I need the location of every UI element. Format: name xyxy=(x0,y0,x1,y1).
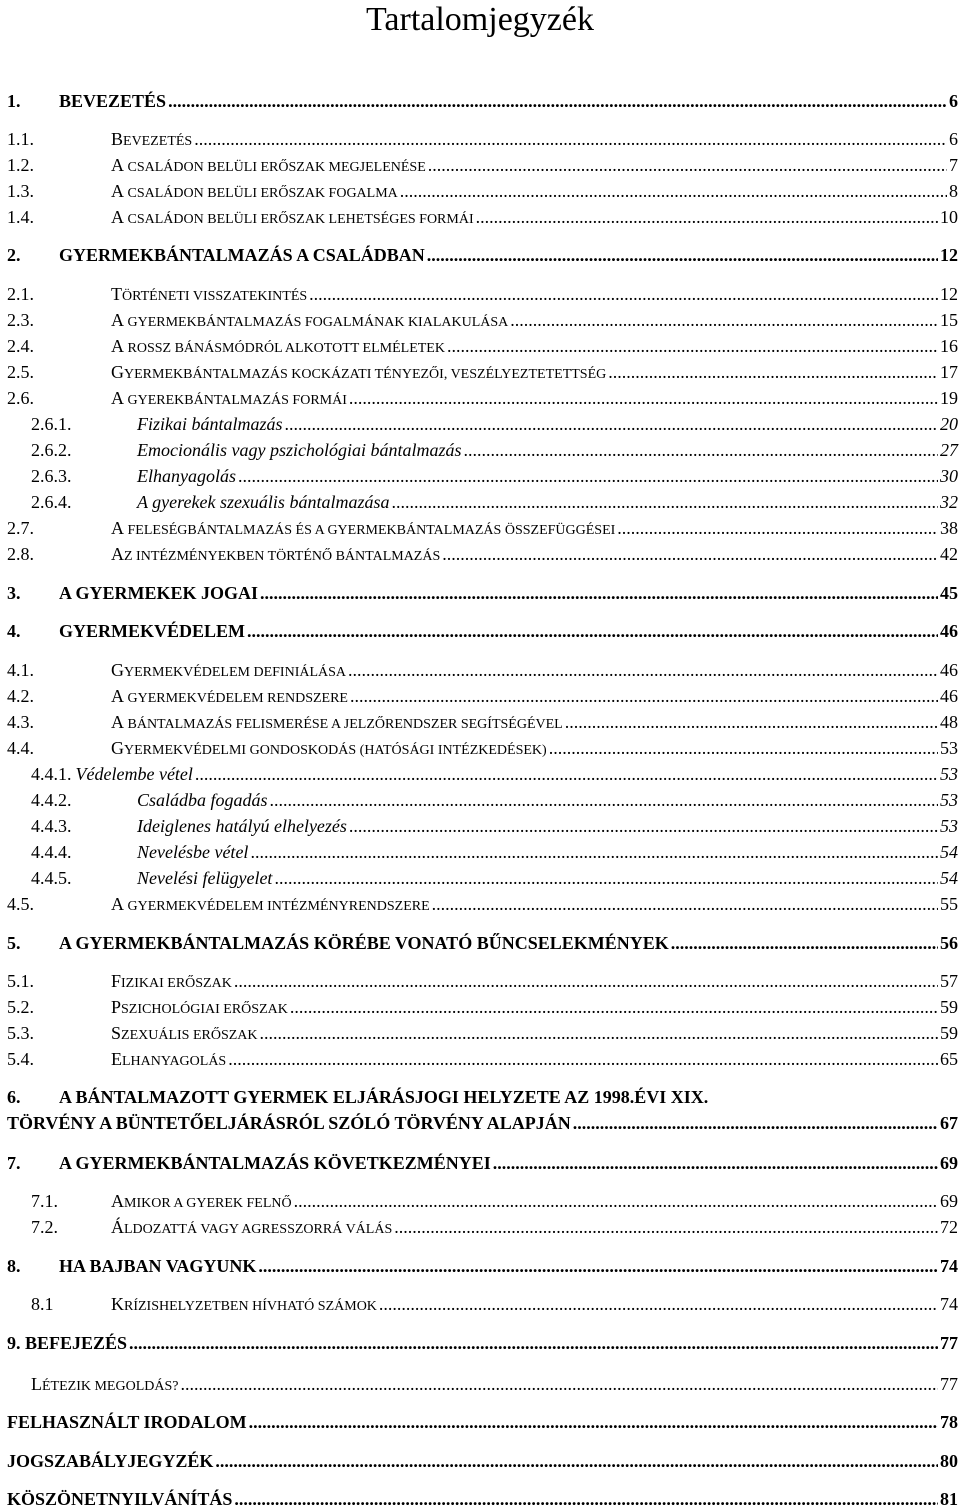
toc-title: GYERMEKVÉDELEM DEFINIÁLÁSA xyxy=(111,660,347,680)
toc-page: 53 xyxy=(940,738,958,758)
toc-title: BEVEZETÉS xyxy=(59,91,167,111)
toc-entry-jogszabaly[interactable] xyxy=(0,1449,958,1473)
toc-number: 5.4. xyxy=(7,1049,34,1069)
toc-page: 15 xyxy=(940,310,958,330)
toc-title: A GYERMEKEK JOGAI xyxy=(59,583,259,603)
toc-title: A ROSSZ BÁNÁSMÓDRÓL ALKOTOTT ELMÉLETEK xyxy=(111,336,445,356)
toc-page: 46 xyxy=(940,621,958,641)
toc-entry-4-4-5[interactable] xyxy=(0,866,958,890)
dot-leader xyxy=(234,1487,938,1511)
toc-title: ÁLDOZATTÁ VAGY AGRESSZORRÁ VÁLÁS xyxy=(111,1217,393,1237)
toc-number: 5.1. xyxy=(7,971,34,991)
toc-title: 9. BEFEJEZÉS xyxy=(7,1333,128,1353)
toc-page: 7 xyxy=(949,155,958,175)
toc-title: A GYEREKBÁNTALMAZÁS FORMÁI xyxy=(111,388,347,408)
toc-entry-5-1[interactable] xyxy=(0,969,958,993)
dot-leader xyxy=(290,995,938,1019)
toc-title: A GYERMEKBÁNTALMAZÁS FOGALMÁNAK KIALAKULÁSA xyxy=(111,310,509,330)
toc-title: Családba fogadás xyxy=(137,790,268,810)
toc-number: 1.4. xyxy=(7,207,34,227)
toc-title: KRÍZISHELYZETBEN HÍVHATÓ SZÁMOK xyxy=(111,1294,377,1314)
toc-entry-5-2[interactable] xyxy=(0,995,958,1019)
toc-entry-2-1[interactable] xyxy=(0,282,958,306)
toc-number: 1.1. xyxy=(7,129,34,149)
toc-page: 20 xyxy=(940,414,958,434)
toc-title: A FELESÉGBÁNTALMAZÁS ÉS A GYERMEKBÁNTALMAZÁS ÖSSZEFÜGGÉSEI xyxy=(111,518,616,538)
toc-page: 57 xyxy=(940,971,958,991)
toc-entry-koszonet[interactable] xyxy=(0,1487,958,1511)
toc-entry-1-4[interactable] xyxy=(0,205,958,229)
toc-page: 53 xyxy=(940,816,958,836)
toc-number: 2.4. xyxy=(7,336,34,356)
toc-entry-4-4-1[interactable] xyxy=(0,762,958,786)
toc-page: 77 xyxy=(940,1374,958,1394)
toc-entry-2-8[interactable] xyxy=(0,542,958,566)
dot-leader xyxy=(608,360,938,384)
toc-title: AZ INTÉZMÉNYEKBEN TÖRTÉNŐ BÁNTALMAZÁS xyxy=(111,544,441,564)
toc-entry-5-4[interactable] xyxy=(0,1047,958,1071)
toc-entry-2-5[interactable] xyxy=(0,360,958,384)
dot-leader xyxy=(400,179,947,203)
toc-title: A GYERMEKVÉDELEM RENDSZERE xyxy=(111,686,348,706)
toc-entry-4-3[interactable] xyxy=(0,710,958,734)
toc-page: 46 xyxy=(940,660,958,680)
toc-page: 77 xyxy=(940,1333,958,1353)
toc-entry-3[interactable] xyxy=(0,581,958,605)
toc-title-line1: A BÁNTALMAZOTT GYERMEK ELJÁRÁSJOGI HELYZETE AZ 1998.ÉVI XIX. xyxy=(59,1087,709,1107)
toc-page: 19 xyxy=(940,388,958,408)
toc-title: A CSALÁDON BELÜLI ERŐSZAK MEGJELENÉSE xyxy=(111,155,426,175)
dot-leader xyxy=(195,762,938,786)
toc-entry-1[interactable] xyxy=(0,89,958,113)
toc-title: A GYERMEKVÉDELEM INTÉZMÉNYRENDSZERE xyxy=(111,894,430,914)
toc-entry-4-1[interactable] xyxy=(0,658,958,682)
toc-number: 5.3. xyxy=(7,1023,34,1043)
toc-title: Nevelési felügyelet xyxy=(137,868,273,888)
toc-page: 72 xyxy=(940,1217,958,1237)
page-title: Tartalomjegyzék xyxy=(366,1,594,38)
toc-entry-2[interactable] xyxy=(0,243,958,267)
toc-title: A CSALÁDON BELÜLI ERŐSZAK FOGALMA xyxy=(111,181,398,201)
toc-page: 69 xyxy=(940,1153,958,1173)
dot-leader xyxy=(274,866,938,890)
toc-page: 56 xyxy=(940,933,958,953)
toc-title: GYERMEKVÉDELMI GONDOSKODÁS (HATÓSÁGI INTÉZKEDÉSEK) xyxy=(111,738,547,758)
toc-page: 53 xyxy=(940,764,958,784)
toc-entry-1-2[interactable] xyxy=(0,153,958,177)
toc-title: BEVEZETÉS xyxy=(111,129,193,149)
toc-entry-7-1[interactable] xyxy=(0,1189,958,1213)
dot-leader xyxy=(432,892,938,916)
toc-entry-8-1[interactable] xyxy=(0,1292,958,1316)
dot-leader xyxy=(493,1151,938,1175)
toc-title: A GYERMEKBÁNTALMAZÁS KÖVETKEZMÉNYEI xyxy=(59,1153,491,1173)
toc-number: 2.8. xyxy=(7,544,34,564)
toc-title: Nevelésbe vétel xyxy=(137,842,249,862)
toc-page: 48 xyxy=(940,712,958,732)
dot-leader xyxy=(129,1331,938,1355)
toc-entry-4-4-2[interactable] xyxy=(0,788,958,812)
dot-leader xyxy=(510,308,938,332)
toc-entry-2-6-1[interactable] xyxy=(0,412,958,436)
toc-page: 6 xyxy=(949,129,958,149)
toc-number: 2.6. xyxy=(7,388,34,408)
toc-page: 45 xyxy=(940,583,958,603)
toc-entry-1-3[interactable] xyxy=(0,179,958,203)
toc-title: KÖSZÖNETNYILVÁNÍTÁS xyxy=(7,1489,233,1509)
dot-leader xyxy=(250,840,938,864)
toc-entry-2-6-3[interactable] xyxy=(0,464,958,488)
dot-leader xyxy=(549,736,938,760)
toc-page: 54 xyxy=(940,868,958,888)
toc-number: 2.6.3. xyxy=(31,466,72,486)
toc-page: 67 xyxy=(940,1113,958,1133)
toc-number: 1.2. xyxy=(7,155,34,175)
dot-leader xyxy=(617,516,938,540)
toc-number: 7.1. xyxy=(31,1191,58,1211)
toc-title: Védelembe vétel xyxy=(75,764,193,784)
toc-page: 42 xyxy=(940,544,958,564)
toc-page: 53 xyxy=(940,790,958,810)
toc-entry-4-2[interactable] xyxy=(0,684,958,708)
toc-page: 80 xyxy=(940,1451,958,1471)
toc-entry-2-4[interactable] xyxy=(0,334,958,358)
toc-entry-6-line2[interactable] xyxy=(0,1111,958,1135)
toc-number: 4. xyxy=(7,621,21,641)
toc-title-line2: TÖRVÉNY A BÜNTETŐELJÁRÁSRÓL SZÓLÓ TÖRVÉNY ALAPJÁN xyxy=(7,1113,571,1133)
toc-entry-irodalom[interactable] xyxy=(0,1410,958,1434)
toc-title: Elhanyagolás xyxy=(137,466,236,486)
toc-entry-7[interactable] xyxy=(0,1151,958,1175)
toc-number: 5.2. xyxy=(7,997,34,1017)
dot-leader xyxy=(294,1189,938,1213)
dot-leader xyxy=(350,684,938,708)
toc-number: 8. xyxy=(7,1256,21,1276)
toc-number: 1.3. xyxy=(7,181,34,201)
toc-title: A GYERMEKBÁNTALMAZÁS KÖRÉBE VONATÓ BŰNCSELEKMÉNYEK xyxy=(59,933,669,953)
toc-entry-2-6[interactable] xyxy=(0,386,958,410)
dot-leader xyxy=(428,153,947,177)
toc-page: 12 xyxy=(940,284,958,304)
toc-entry-2-6-2[interactable] xyxy=(0,438,958,462)
toc-number: 4.4.1. xyxy=(31,764,72,784)
toc-number: 4.5. xyxy=(7,894,34,914)
dot-leader xyxy=(671,931,938,955)
toc-entry-4-4[interactable] xyxy=(0,736,958,760)
toc-page: 6 xyxy=(949,91,958,111)
toc-title: SZEXUÁLIS ERŐSZAK xyxy=(111,1023,258,1043)
dot-leader xyxy=(247,619,938,643)
toc-page: 69 xyxy=(940,1191,958,1211)
toc-number: 7. xyxy=(7,1153,21,1173)
toc-page: 46 xyxy=(940,686,958,706)
toc-page: 10 xyxy=(940,207,958,227)
toc-number: 4.4.3. xyxy=(31,816,72,836)
toc-title: LÉTEZIK MEGOLDÁS? xyxy=(31,1374,179,1394)
toc-title: JOGSZABÁLYJEGYZÉK xyxy=(7,1451,214,1471)
toc-page: 30 xyxy=(940,466,958,486)
dot-leader xyxy=(565,710,938,734)
toc-entry-2-3[interactable] xyxy=(0,308,958,332)
toc-entry-4-4-4[interactable] xyxy=(0,840,958,864)
toc-title: ELHANYAGOLÁS xyxy=(111,1049,227,1069)
toc-entry-9-1[interactable] xyxy=(0,1372,958,1396)
dot-leader xyxy=(394,1215,938,1239)
toc-title: A BÁNTALMAZÁS FELISMERÉSE A JELZŐRENDSZER SEGÍTSÉGÉVEL xyxy=(111,712,563,732)
dot-leader xyxy=(260,1021,938,1045)
dot-leader xyxy=(260,581,938,605)
dot-leader xyxy=(285,412,938,436)
dot-leader xyxy=(270,788,938,812)
dot-leader xyxy=(447,334,938,358)
toc-page: 38 xyxy=(940,518,958,538)
toc-page: 74 xyxy=(940,1294,958,1314)
dot-leader xyxy=(427,243,938,267)
toc-title: HA BAJBAN VAGYUNK xyxy=(59,1256,257,1276)
toc-page: 78 xyxy=(940,1412,958,1432)
dot-leader xyxy=(348,658,938,682)
toc-title: FIZIKAI ERŐSZAK xyxy=(111,971,232,991)
toc-number: 2. xyxy=(7,245,21,265)
dot-leader xyxy=(228,1047,938,1071)
toc-number: 2.6.1. xyxy=(31,414,72,434)
toc-title: GYERMEKVÉDELEM xyxy=(59,621,246,641)
dot-leader xyxy=(194,127,947,151)
toc-entry-2-7[interactable] xyxy=(0,516,958,540)
toc-title: Emocionális vagy pszichológiai bántalmazás xyxy=(137,440,462,460)
dot-leader xyxy=(379,1292,938,1316)
toc-page: 16 xyxy=(940,336,958,356)
toc-title: Fizikai bántalmazás xyxy=(137,414,283,434)
toc-page: 8 xyxy=(949,181,958,201)
toc-page: 17 xyxy=(940,362,958,382)
dot-leader xyxy=(349,814,938,838)
toc-number: 2.1. xyxy=(7,284,34,304)
toc-title: Ideiglenes hatályú elhelyezés xyxy=(137,816,347,836)
toc-page: 54 xyxy=(940,842,958,862)
dot-leader xyxy=(309,282,938,306)
toc-title: GYERMEKBÁNTALMAZÁS KOCKÁZATI TÉNYEZŐI, VESZÉLYEZTETETTSÉG xyxy=(111,362,607,382)
toc-page: 81 xyxy=(940,1489,958,1509)
toc-number: 4.1. xyxy=(7,660,34,680)
toc-number: 8.1 xyxy=(31,1294,54,1314)
toc-title: TÖRTÉNETI VISSZATEKINTÉS xyxy=(111,284,308,304)
dot-leader xyxy=(349,386,938,410)
dot-leader xyxy=(573,1111,938,1135)
toc-entry-7-2[interactable] xyxy=(0,1215,958,1239)
toc-number: 4.2. xyxy=(7,686,34,706)
toc-number: 4.4. xyxy=(7,738,34,758)
toc-number: 4.4.2. xyxy=(31,790,72,810)
toc-page: 59 xyxy=(940,1023,958,1043)
toc-number: 4.4.5. xyxy=(31,868,72,888)
dot-leader xyxy=(249,1410,938,1434)
toc-number: 6. xyxy=(7,1087,21,1107)
toc-page: 55 xyxy=(940,894,958,914)
toc-entry-9[interactable] xyxy=(0,1331,958,1355)
toc-number: 2.6.2. xyxy=(31,440,72,460)
toc-entry-5-3[interactable] xyxy=(0,1021,958,1045)
dot-leader xyxy=(476,205,938,229)
toc-entry-8[interactable] xyxy=(0,1254,958,1278)
toc-entry-2-6-4[interactable] xyxy=(0,490,958,514)
toc-entry-1-1[interactable] xyxy=(0,127,958,151)
toc-number: 3. xyxy=(7,583,21,603)
toc-entry-6-line1[interactable] xyxy=(7,1085,907,1109)
dot-leader xyxy=(442,542,938,566)
dot-leader xyxy=(180,1372,938,1396)
toc-title: FELHASZNÁLT IRODALOM xyxy=(7,1412,247,1432)
toc-title: GYERMEKBÁNTALMAZÁS A CSALÁDBAN xyxy=(59,245,425,265)
toc-number: 4.3. xyxy=(7,712,34,732)
dot-leader xyxy=(168,89,947,113)
toc-page: 65 xyxy=(940,1049,958,1069)
toc-number: 2.7. xyxy=(7,518,34,538)
toc-number: 7.2. xyxy=(31,1217,58,1237)
dot-leader xyxy=(258,1254,938,1278)
toc-title: AMIKOR A GYEREK FELNŐ xyxy=(111,1191,292,1211)
toc-entry-4[interactable] xyxy=(0,619,958,643)
toc-number: 1. xyxy=(7,91,21,111)
toc-number: 5. xyxy=(7,933,21,953)
toc-page: 27 xyxy=(940,440,958,460)
toc-number: 2.3. xyxy=(7,310,34,330)
toc-page: 32 xyxy=(940,492,958,512)
toc-page: 74 xyxy=(940,1256,958,1276)
toc-entry-5[interactable] xyxy=(0,931,958,955)
dot-leader xyxy=(215,1449,938,1473)
toc-number: 2.5. xyxy=(7,362,34,382)
dot-leader xyxy=(234,969,938,993)
toc-title: A CSALÁDON BELÜLI ERŐSZAK LEHETSÉGES FORMÁI xyxy=(111,207,474,227)
toc-title: A gyerekek szexuális bántalmazása xyxy=(137,492,390,512)
toc-entry-4-4-3[interactable] xyxy=(0,814,958,838)
toc-page: 59 xyxy=(940,997,958,1017)
dot-leader xyxy=(463,438,938,462)
dot-leader xyxy=(238,464,938,488)
dot-leader xyxy=(391,490,938,514)
toc-page: 12 xyxy=(940,245,958,265)
toc-number: 2.6.4. xyxy=(31,492,72,512)
toc-title: PSZICHOLÓGIAI ERŐSZAK xyxy=(111,997,288,1017)
toc-number: 4.4.4. xyxy=(31,842,72,862)
toc-entry-4-5[interactable] xyxy=(0,892,958,916)
